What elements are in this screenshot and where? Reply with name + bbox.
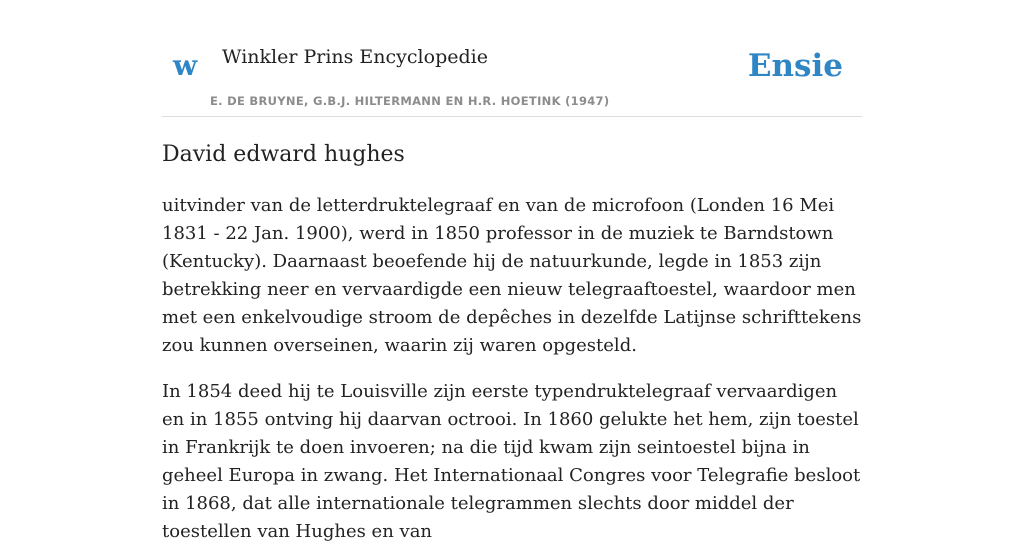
source-logo-icon[interactable]: w [173, 49, 198, 82]
source-authors: E. DE BRUYNE, G.B.J. HILTERMANN EN H.R. HOETINK (1947) [210, 94, 610, 108]
article-paragraph: In 1854 deed hij te Louisville zijn eerste typendruktelegraaf vervaardigen en in 1855 ontving hij daarvan octrooi. In 1860 gelukte het hem, zijn toestel in Frankrijk te doen invoeren; na die tijd kwam zijn seintoestel bijna in geheel Europa in zwang. Het Internationaal Congres voor Telegrafie besloot in 1868, dat alle internationale telegrammen slechts door middel der toestellen van Hughes en van [162, 380, 861, 542]
source-title[interactable]: Winkler Prins Encyclopedie [222, 46, 488, 68]
brand-logo[interactable]: Ensie [747, 48, 843, 84]
header [162, 0, 862, 117]
article-title: David edward hughes [162, 142, 405, 167]
article-paragraph: uitvinder van de letterdruktelegraaf en van de microfoon (Londen 16 Mei 1831 - 22 Jan. 1900), werd in 1850 professor in de muziek te Barndstown (Kentucky). Daarnaast beoefende hij de natuurkunde, legde in 1853 zijn betrekking neer en vervaardigde een nieuw telegraaftoestel, waardoor men met een enkelvoudige stroom de depêches in dezelfde Latijnse schrifttekens zou kunnen overseinen, waarin zij waren opgesteld. [162, 194, 862, 356]
page [162, 0, 862, 546]
